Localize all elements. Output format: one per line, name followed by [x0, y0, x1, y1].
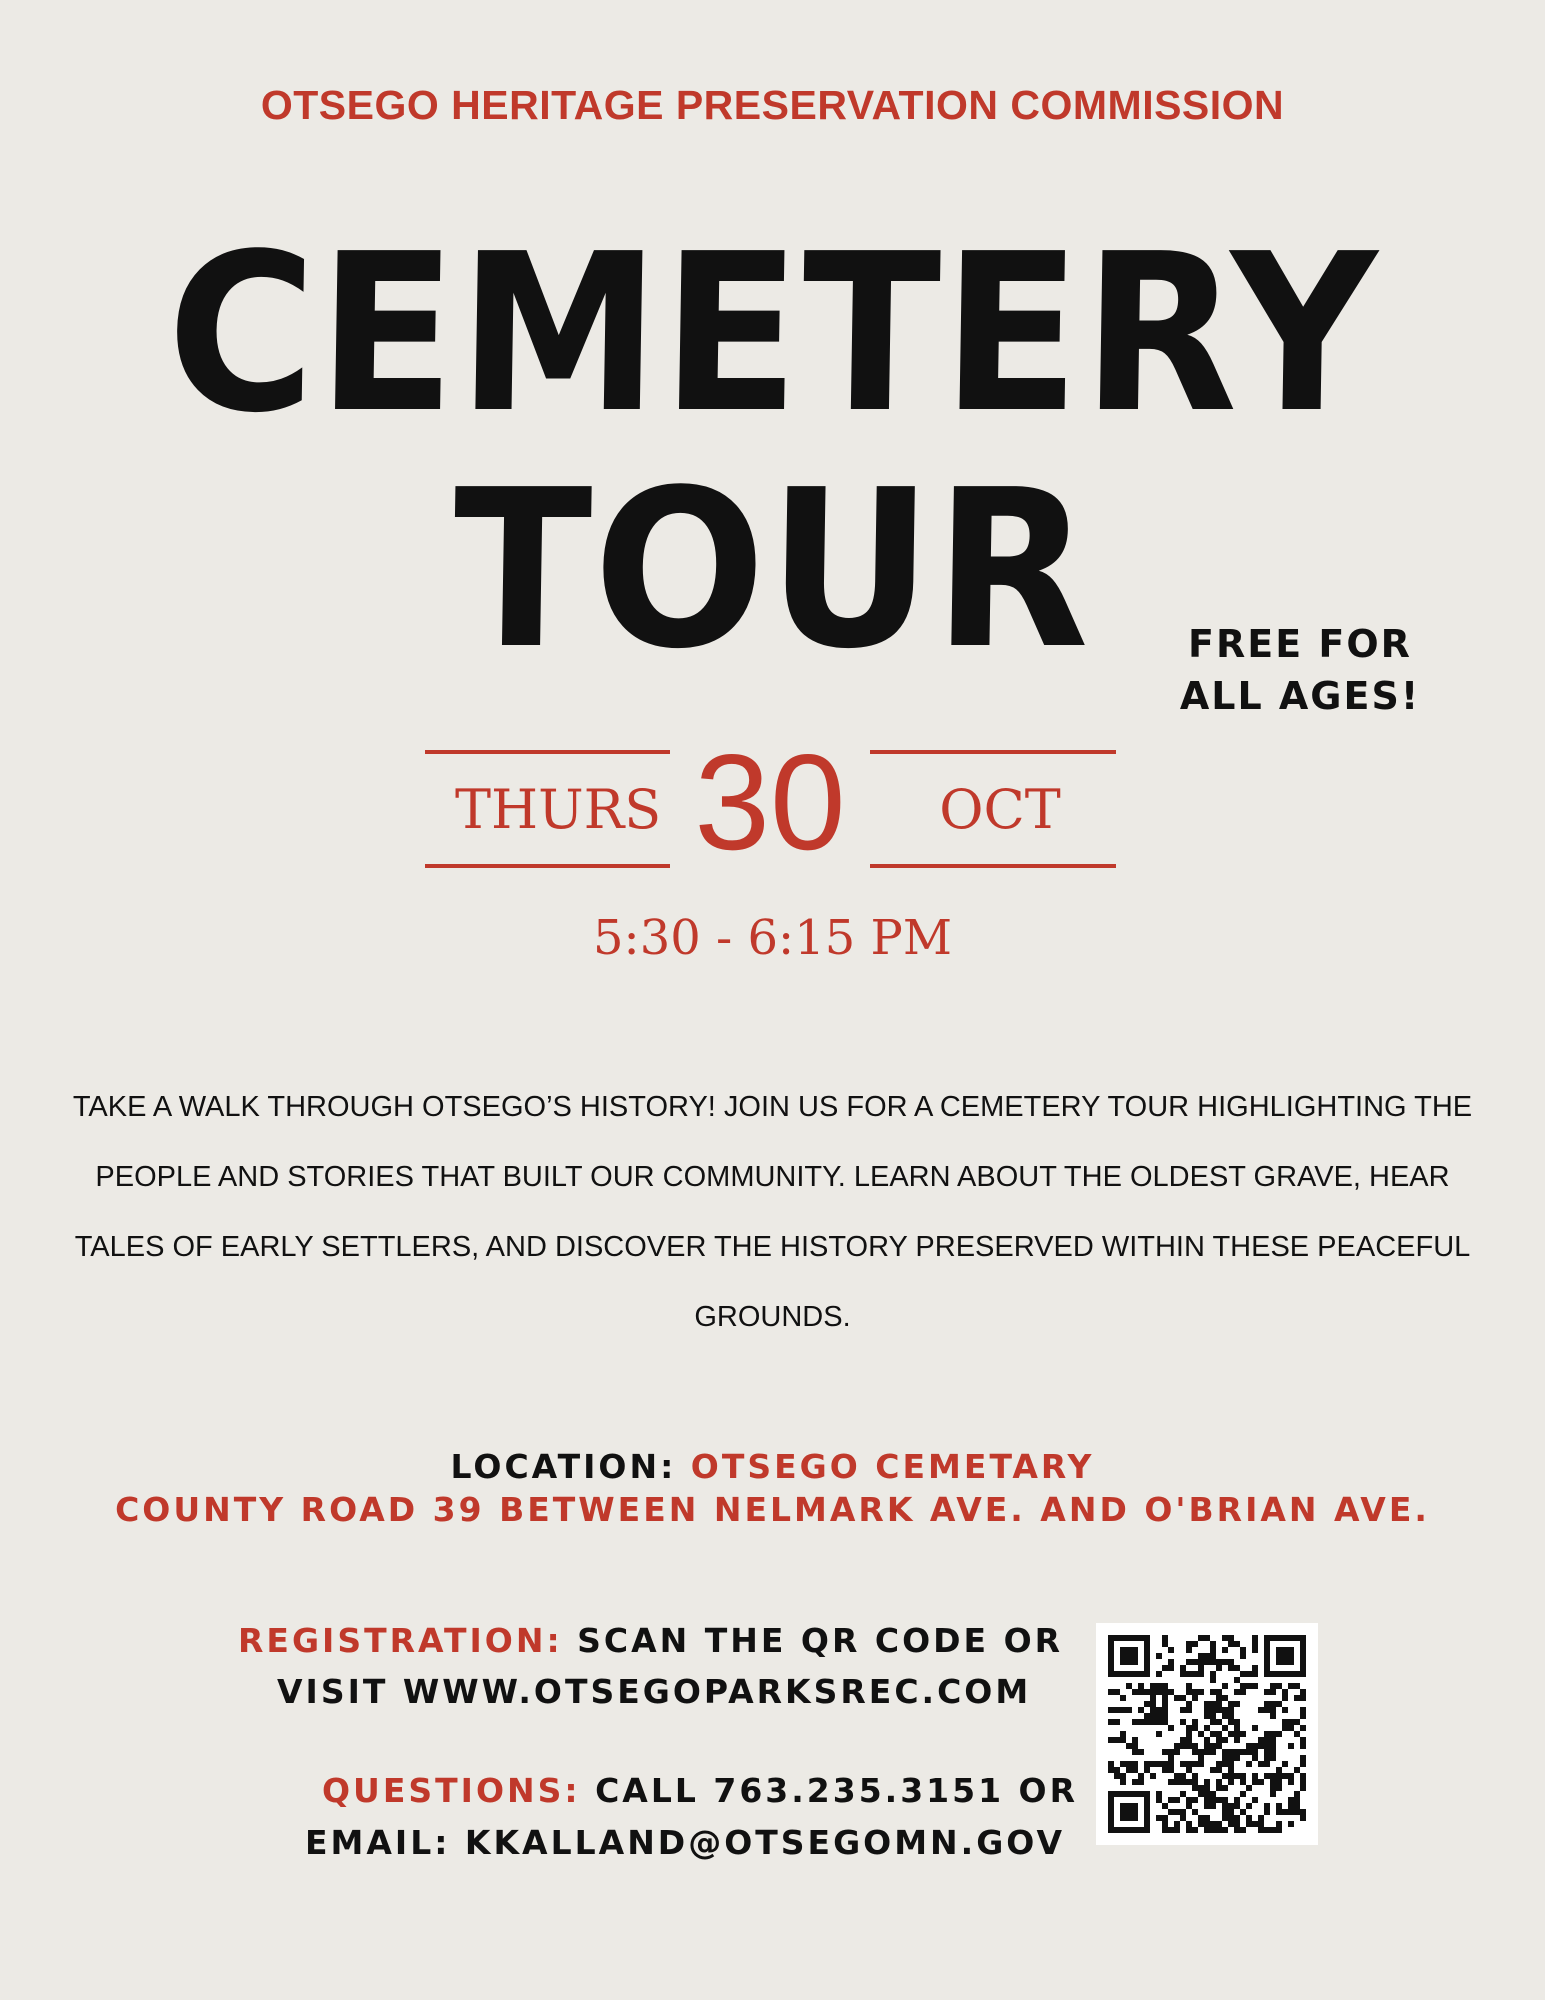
questions-phone[interactable]: CALL 763.235.3151 OR [595, 1771, 1079, 1810]
registration-url[interactable]: VISIT WWW.OTSEGOPARKSREC.COM [277, 1672, 1032, 1711]
event-time: 5:30 - 6:15 PM [592, 910, 952, 966]
free-badge-line-2: ALL AGES! [1179, 674, 1421, 718]
divider-bottom-left [425, 864, 670, 868]
free-badge-line-1: FREE FOR [1188, 622, 1412, 666]
divider-top-left [425, 750, 670, 754]
location-address: COUNTY ROAD 39 BETWEEN NELMARK AVE. AND O'BRIAN AVE. [115, 1490, 1430, 1529]
event-date-number: 30 [694, 726, 846, 878]
location-line-1 [0, 1447, 1545, 1486]
divider-bottom-right [870, 864, 1116, 868]
title-line-2: TOUR [451, 444, 1094, 697]
event-description: TAKE A WALK THROUGH OTSEGO’S HISTORY! JOIN US FOR A CEMETERY TOUR HIGHLIGHTING THE PEOPLE AND STORIES THAT BUILT OUR COMMUNITY. LEARN ABOUT THE OLDEST GRAVE, HEAR TALES OF EARLY SETTLERS, AND DISCOVER THE HISTORY PRESERVED WITHIN THESE PEACEFUL GROUNDS. [72, 1091, 1473, 1333]
location-label: LOCATION: [450, 1447, 691, 1486]
event-day: THURS [455, 778, 662, 841]
organization-name: OTSEGO HERITAGE PRESERVATION COMMISSION [260, 82, 1285, 128]
qr-code-graphic [1096, 1623, 1318, 1845]
qr-code-icon[interactable] [1096, 1623, 1318, 1845]
registration-line-1 [238, 1621, 1063, 1660]
registration-label: REGISTRATION: [238, 1621, 578, 1660]
event-month: OCT [939, 778, 1061, 841]
questions-email[interactable]: EMAIL: KKALLAND@OTSEGOMN.GOV [305, 1823, 1066, 1862]
location-name: OTSEGO CEMETARY [690, 1447, 1095, 1486]
divider-top-right [870, 750, 1116, 754]
free-badge [1150, 618, 1450, 722]
questions-label: QUESTIONS: [322, 1771, 596, 1810]
questions-line-1 [322, 1771, 1078, 1810]
registration-text-1: SCAN THE QR CODE OR [577, 1621, 1064, 1660]
title-line-1: CEMETERY [164, 208, 1381, 461]
